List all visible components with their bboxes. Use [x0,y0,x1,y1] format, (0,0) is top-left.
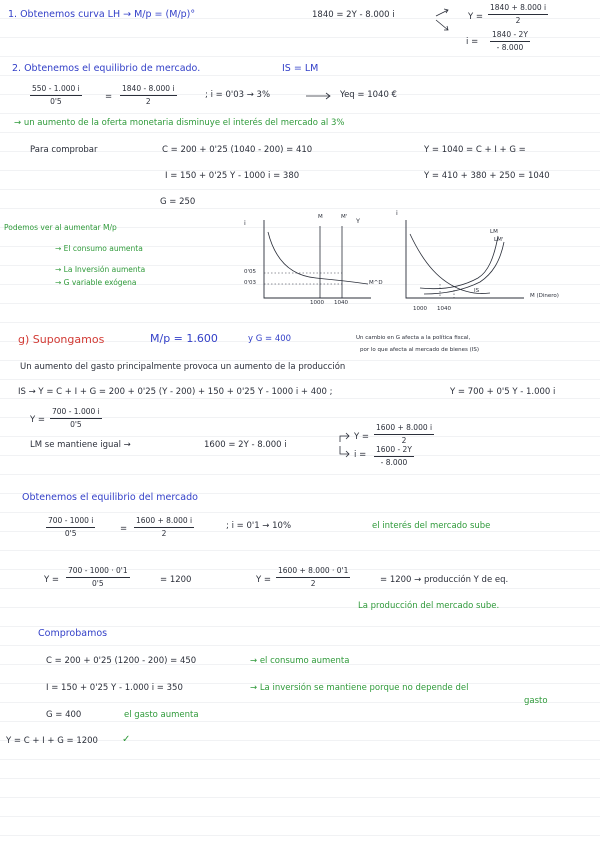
government-note: el gasto aumenta [124,710,199,720]
graph1-x-1040: 1040 [334,300,348,306]
i-result: ; i = 0'03 → 3% [205,90,271,100]
section-2-heading-eq: IS = LM [282,63,319,74]
lm-i-fraction: $\frac{1600 - 2Y}{- 8.000}$ [376,445,412,467]
y2-eq-value: = 1200 → producción Y de eq. [380,575,509,585]
is-y-lhs: Y = [30,415,46,425]
graph2-x-1000: 1000 [413,306,427,312]
lm-same-text: LM se mantiene igual → [30,440,131,450]
graph1-tick-005: 0'05 [244,269,257,275]
side-note-1: Un cambio en G afecta a la política fiscal, [356,335,471,341]
government-line-2: G = 400 [46,710,82,720]
section-g-money: M/p = 1.600 [150,332,218,345]
is-lm-graph [400,214,540,304]
graph2-curve-is: IS [474,288,480,294]
money-market-graph [246,214,386,304]
section-g-heading: g) Supongamos [18,333,105,346]
investment-line: I = 150 + 0'25 Y - 1000 i = 380 [165,171,300,181]
effect-government: → G variable exógena [55,278,137,287]
y2-eq-fraction: $\frac{1600 + 8.000 \cdot 0'1}{2}$ [278,566,349,588]
y-check-line-2: Y = 410 + 380 + 250 = 1040 [424,171,550,181]
eq-right-fraction: $\frac{1840 - 8.000 i}{2}$ [122,84,175,106]
graph1-axis-y: i [244,219,246,227]
section-g-and: y G = 400 [248,334,292,344]
arrows-icon-2 [338,432,352,462]
effect-consumption: → El consumo aumenta [55,244,143,253]
gasto-sentence: Un aumento del gasto principalmente provoca un aumento de la producción [20,362,346,372]
section-2-heading: 2. Obtenemos el equilibrio de mercado. [12,63,201,74]
graph1-axis-x: Y [356,217,360,225]
arrows-icon [434,6,454,46]
check-mark-icon: ✓ [122,734,131,745]
i-result-2: ; i = 0'1 → 10% [226,521,292,531]
section-1-heading: 1. Obtenemos curva LH → M/p = (M/p)° [8,9,196,20]
government-line: G = 250 [160,197,196,207]
graph1-label-m: M [318,214,323,220]
interest-rises-note: el interés del mercado sube [372,521,491,531]
graph2-axis-y: i [396,209,398,217]
y-fraction: $\frac{1840 + 8.000 i}{2}$ [490,3,547,25]
graph2-curve-lm2: LM' [494,237,504,243]
investment-note-2: gasto [524,696,548,706]
graph1-tick-003: 0'03 [244,280,257,286]
arrow-icon [306,93,332,99]
eq2-right-fraction: $\frac{1600 + 8.000 i}{2}$ [136,516,193,538]
is-y-fraction: $\frac{700 - 1.000 i}{0'5}$ [52,407,100,429]
investment-line-2: I = 150 + 0'25 Y - 1.000 i = 350 [46,683,183,693]
lm-y-fraction: $\frac{1600 + 8.000 i}{2}$ [376,423,433,445]
side-note-2: por lo que afecta al mercado de bienes (IS) [360,347,480,353]
graph2-axis-x: M (Dinero) [530,293,559,299]
y-check-line-1: Y = 1040 = C + I + G = [424,145,526,155]
is-derivation: IS → Y = C + I + G = 200 + 0'25 (Y - 200) + 150 + 0'25 Y - 1000 i + 400 ; [18,387,333,397]
section-2-note: → un aumento de la oferta monetaria disminuye el interés del mercado al 3% [14,118,345,128]
production-rises-note: La producción del mercado sube. [358,601,500,611]
section-4-heading: Obtenemos el equilibrio del mercado [22,492,198,503]
eq-left-fraction: $\frac{550 - 1.000 i}{0'5}$ [32,84,80,106]
lm-y-lhs: Y = [354,432,370,442]
graph1-label-mp: M' [341,214,348,220]
y-eq-value: = 1200 [160,575,192,585]
check-label: Para comprobar [30,145,98,155]
section-5-heading: Comprobamos [38,628,108,639]
y-result: Yeq = 1040 € [340,90,397,100]
y-lhs: Y = [468,12,484,22]
y2-eq-lhs: Y = [256,575,272,585]
graph1-curve-md: M^D [369,280,383,286]
notebook-page: 1. Obtenemos curva LH → M/p = (M/p)° 1840 = 2Y - 8.000 i Y = $\frac{1840 + 8.000 i}{2}$ i = $\frac{1840 - 2Y}{- 8.000}$ 2. Obtenemos el equilibrio de mercado. IS = LM $\frac{550 - 1.000 i}{0'5}$ = $\frac{1840 - 8.000 i}{2}$ ; i = 0'03 → 3% Yeq = 1040 € → un aumento de la oferta monetaria disminuye el interés del mercado al 3% Para comprobar C = 200 + 0'25 (1040 - 200) = 410 Y = 1040 = C + I + G = I = 150 + 0'25 Y - 1000 i = 380 Y = 410 + 380 + 250 = 1040 G = 250 Podemos ver al aumentar M/p → El consumo aumenta → La Inversión aumenta → G variable exógena i Y 0'05 0'03 1000 1040 M M' M^D i LM LM' IS 1000 1040 M (Dinero) g) Supongamos M/p = 1.600 y G = 400 Un cambio en G afecta a la política fiscal, por lo que afecta al mercado de bienes (IS) Un aumento del gasto principalmente provoca un aumento de la producción IS → Y = C + I + G = 200 + 0'25 (Y - 200) + 150 + 0'25 Y - 1000 i + 400 ; Y = 700 + 0'5 Y - 1.000 i Y = $\frac{700 - 1.000 i}{0'5}$ LM se mantiene igual → 1600 = 2Y - 8.000 i Y = $\frac{1600 + 8.000 i}{2}$ i = $\frac{1600 - 2Y}{- 8.000}$ Obtenemos el equilibrio del mercado $\frac{700 - 1000 i}{0'5}$ = $\frac{1600 + 8.000 i}{2}$ ; i = 0'1 → 10% el interés del mercado sube Y = $\frac{700 - 1000 \cdot 0'1}{0'5}$ = 1200 Y = $\frac{1600 + 8.000 \cdot 0'1}{2}$ = 1200 → producción Y de eq. La producción del mercado sube. Comprobamos C = 200 + 0'25 (1200 - 200) = 450 → el consumo aumenta I = 150 + 0'25 Y - 1.000 i = 350 → La inversión se mantiene porque no depende del gasto G = 400 el gasto aumenta Y = C + I + G = 1200 ✓ [4,3,559,746]
graph2-curve-lm: LM [490,229,498,235]
is-result: Y = 700 + 0'5 Y - 1.000 i [450,387,556,397]
consumption-line-2: C = 200 + 0'25 (1200 - 200) = 450 [46,656,197,666]
y-eq-fraction: $\frac{700 - 1000 \cdot 0'1}{0'5}$ [68,566,128,588]
effects-title: Podemos ver al aumentar M/p [4,223,117,232]
effect-investment: → La Inversión aumenta [55,265,146,274]
graph1-x-1000: 1000 [310,300,324,306]
y-check-final: Y = C + I + G = 1200 [6,736,98,746]
y-eq-lhs: Y = [44,575,60,585]
consumption-note: → el consumo aumenta [250,656,350,666]
investment-note: → La inversión se mantiene porque no depende del [250,683,469,693]
lm-equation: 1840 = 2Y - 8.000 i [312,10,395,20]
lm-equation-2: 1600 = 2Y - 8.000 i [204,440,287,450]
lm-i-lhs: i = [354,450,367,460]
consumption-line: C = 200 + 0'25 (1040 - 200) = 410 [162,145,313,155]
i-fraction: $\frac{1840 - 2Y}{- 8.000}$ [492,30,528,52]
i-lhs: i = [466,37,479,47]
graph2-x-1040: 1040 [437,306,451,312]
eq2-left-fraction: $\frac{700 - 1000 i}{0'5}$ [48,516,94,538]
